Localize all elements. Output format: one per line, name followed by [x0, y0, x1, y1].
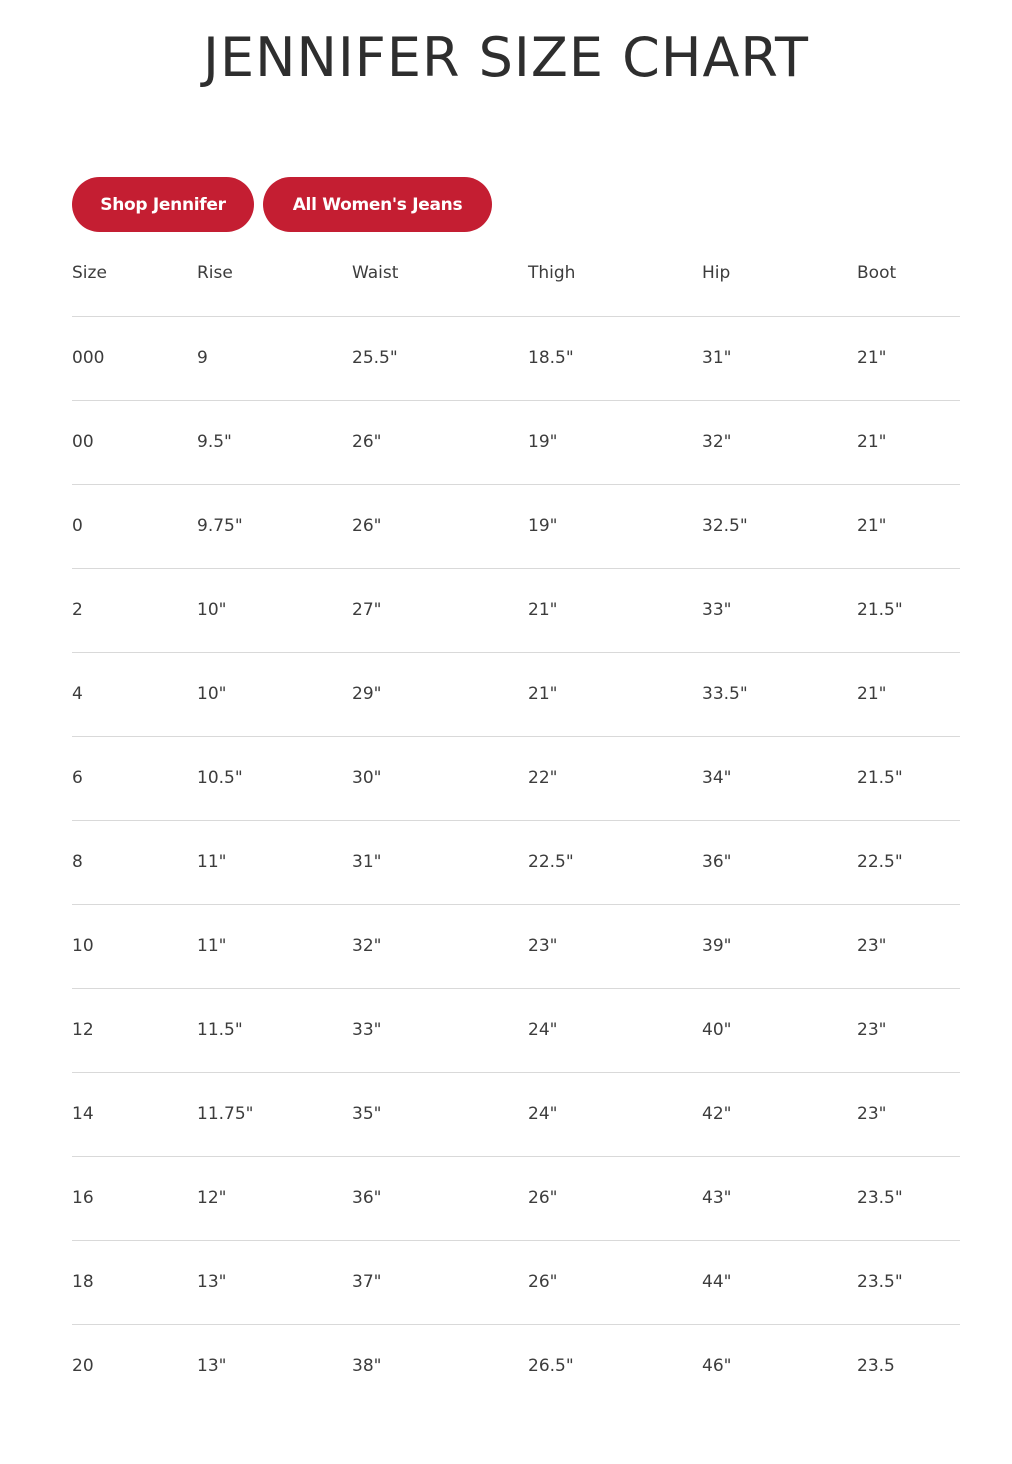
all-womens-jeans-button[interactable]: All Women's Jeans [263, 177, 492, 232]
cell-boot: 23" [857, 904, 960, 988]
size-chart-table [72, 232, 960, 1408]
cell-thigh: 19" [528, 484, 702, 568]
table-body [72, 316, 960, 1408]
cell-boot: 23.5" [857, 1240, 960, 1324]
cell-thigh: 22" [528, 736, 702, 820]
cell-rise: 9.5" [197, 400, 352, 484]
table-row [72, 988, 960, 1072]
table-row [72, 400, 960, 484]
cell-thigh: 26.5" [528, 1356, 574, 1377]
cell-hip: 43" [702, 1156, 857, 1240]
cell-boot: 23" [857, 988, 960, 1072]
cell-size: 00 [72, 400, 197, 484]
cell-thigh: 21" [528, 568, 702, 652]
cell-boot: 21" [857, 484, 960, 568]
cell-hip: 33" [702, 568, 857, 652]
cell-waist: 37" [352, 1240, 528, 1324]
cell-hip: 32" [702, 400, 857, 484]
table-row [72, 1156, 960, 1240]
cell-hip: 36" [702, 820, 857, 904]
cell-rise: 9.75" [197, 484, 352, 568]
cell-boot: 21" [857, 316, 960, 400]
cell-rise: 12" [197, 1156, 352, 1240]
cell-waist: 27" [352, 568, 528, 652]
shop-jennifer-button[interactable]: Shop Jennifer [72, 177, 254, 232]
page-title: JENNIFER SIZE CHART [203, 26, 809, 89]
cell-hip: 42" [702, 1072, 857, 1156]
cell-rise: 10" [197, 652, 352, 736]
header-thigh: Thigh [528, 232, 702, 316]
cell-size: 12 [72, 988, 197, 1072]
cell-waist: 30" [352, 736, 528, 820]
cell-rise: 13" [197, 1240, 352, 1324]
cell-waist: 31" [352, 820, 528, 904]
table-row [72, 1240, 960, 1324]
table-row [72, 652, 960, 736]
cell-boot: 23.5 [857, 1356, 895, 1377]
header-rise: Rise [197, 232, 352, 316]
cell-hip: 39" [702, 904, 857, 988]
cell-rise: 10" [197, 568, 352, 652]
cell-waist: 36" [352, 1156, 528, 1240]
cell-thigh: 24" [528, 988, 702, 1072]
table-row [72, 568, 960, 652]
cell-waist: 29" [352, 652, 528, 736]
cell-thigh: 22.5" [528, 820, 702, 904]
cell-thigh: 24" [528, 1072, 702, 1156]
cell-size: 000 [72, 316, 197, 400]
button-row [72, 177, 492, 232]
table-row [72, 1072, 960, 1156]
cell-waist: 38" [352, 1356, 382, 1377]
cell-rise: 11.75" [197, 1072, 352, 1156]
cell-thigh: 26" [528, 1156, 702, 1240]
table-row [72, 1324, 960, 1408]
table-row [72, 484, 960, 568]
cell-hip: 32.5" [702, 484, 857, 568]
cell-size: 14 [72, 1072, 197, 1156]
table-header-row [72, 232, 960, 316]
cell-rise: 11" [197, 820, 352, 904]
cell-waist: 26" [352, 400, 528, 484]
cell-boot: 21" [857, 652, 960, 736]
cell-boot: 21.5" [857, 568, 960, 652]
cell-size: 8 [72, 820, 197, 904]
cell-boot: 21" [857, 400, 960, 484]
cell-rise: 11.5" [197, 988, 352, 1072]
cell-size: 4 [72, 652, 197, 736]
table-row [72, 736, 960, 820]
cell-hip: 46" [702, 1356, 732, 1377]
cell-size: 18 [72, 1240, 197, 1324]
cell-boot: 22.5" [857, 820, 960, 904]
cell-boot: 21.5" [857, 736, 960, 820]
cell-hip: 44" [702, 1240, 857, 1324]
cell-rise: 13" [197, 1356, 227, 1377]
cell-waist: 33" [352, 988, 528, 1072]
cell-thigh: 19" [528, 400, 702, 484]
cell-size: 0 [72, 484, 197, 568]
cell-rise: 11" [197, 904, 352, 988]
header-waist: Waist [352, 232, 528, 316]
cell-thigh: 21" [528, 652, 702, 736]
cell-waist: 35" [352, 1072, 528, 1156]
cell-thigh: 18.5" [528, 316, 702, 400]
cell-waist: 25.5" [352, 316, 528, 400]
cell-hip: 34" [702, 736, 857, 820]
cell-hip: 33.5" [702, 652, 857, 736]
cell-hip: 31" [702, 316, 857, 400]
cell-rise: 10.5" [197, 736, 352, 820]
cell-hip: 40" [702, 988, 857, 1072]
table-row [72, 316, 960, 400]
cell-waist: 32" [352, 904, 528, 988]
cell-boot: 23" [857, 1072, 960, 1156]
cell-waist: 26" [352, 484, 528, 568]
cell-size: 2 [72, 568, 197, 652]
cell-thigh: 23" [528, 904, 702, 988]
header-boot: Boot [857, 232, 960, 316]
header-hip: Hip [702, 232, 857, 316]
cell-size: 6 [72, 736, 197, 820]
cell-thigh: 26" [528, 1240, 702, 1324]
header-size: Size [72, 232, 197, 316]
cell-size: 20 [72, 1356, 94, 1377]
cell-rise: 9 [197, 316, 352, 400]
cell-boot: 23.5" [857, 1156, 960, 1240]
table-row [72, 904, 960, 988]
table-row [72, 820, 960, 904]
cell-size: 10 [72, 904, 197, 988]
cell-size: 16 [72, 1156, 197, 1240]
